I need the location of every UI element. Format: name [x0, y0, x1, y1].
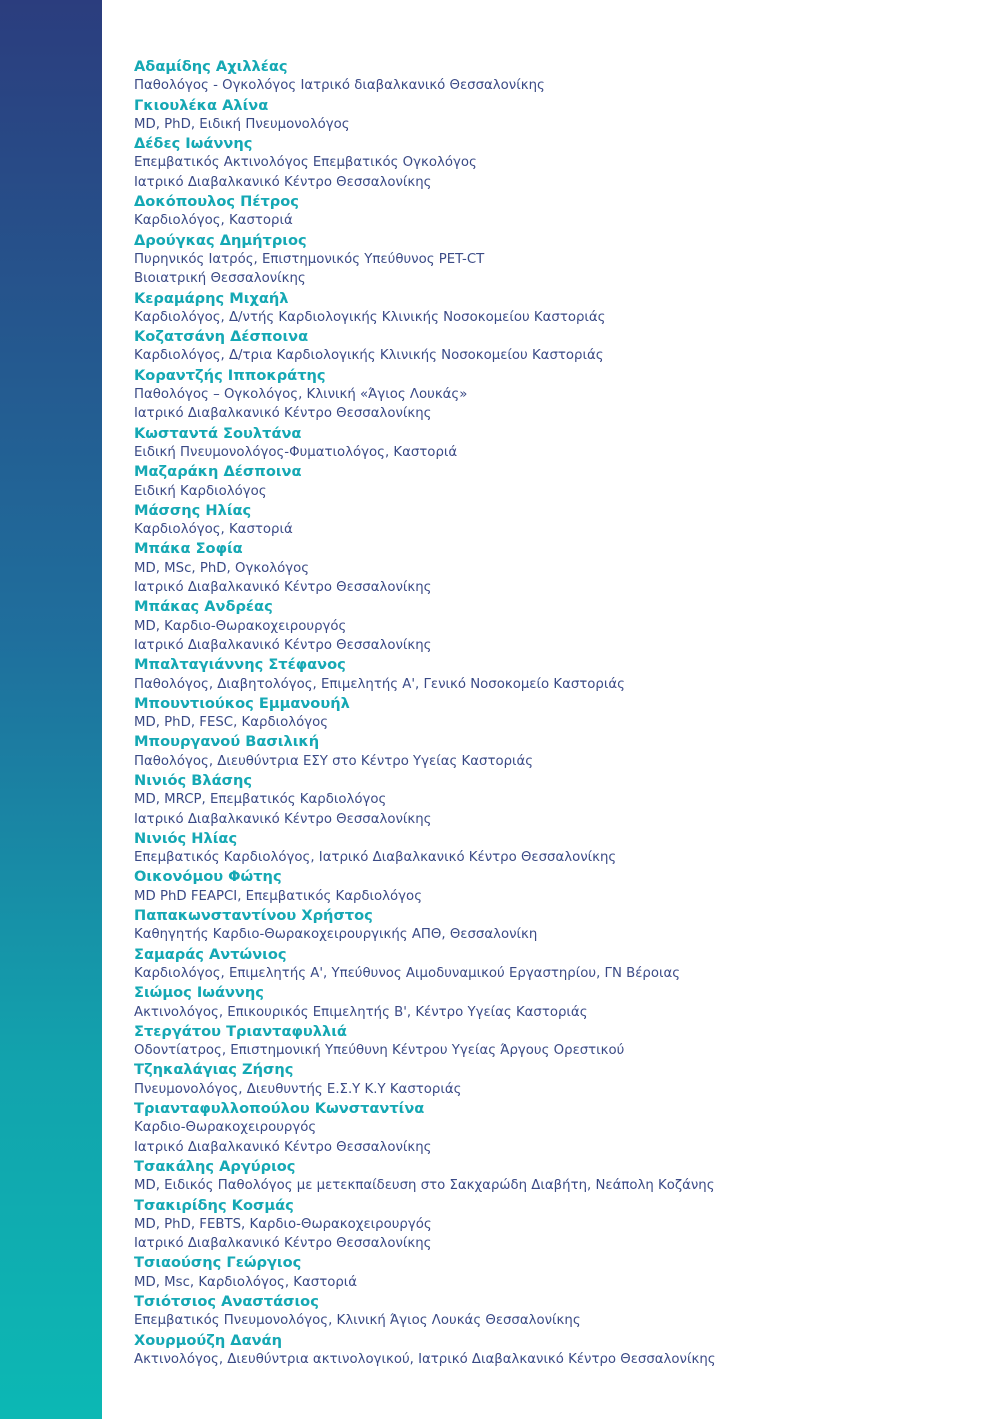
- faculty-description: Πυρηνικός Ιατρός, Επιστημονικός Υπεύθυνος PET-CT: [134, 251, 485, 267]
- faculty-entry: [134, 327, 974, 366]
- faculty-entry: [134, 829, 974, 868]
- faculty-name: Αδαμίδης Αχιλλέας: [134, 58, 288, 75]
- faculty-entry: [134, 366, 974, 424]
- faculty-entry: [134, 1099, 974, 1157]
- faculty-entry: [134, 771, 974, 829]
- faculty-description: Παθολόγος – Ογκολόγος, Κλινική «Άγιος Λουκάς»: [134, 387, 468, 403]
- faculty-description: Ακτινολόγος, Επικουρικός Επιμελητής Β', Κέντρο Υγείας Καστοριάς: [134, 1004, 588, 1020]
- faculty-name: Κεραμάρης Μιχαήλ: [134, 289, 289, 307]
- faculty-name: Κωσταντά Σουλτάνα: [134, 424, 302, 442]
- faculty-entry: [134, 983, 974, 1022]
- faculty-entry: [134, 424, 974, 463]
- faculty-entry: [134, 134, 974, 192]
- faculty-name: Τριανταφυλλοπούλου Κωνσταντίνα: [134, 1100, 425, 1118]
- faculty-description: Ιατρικό Διαβαλκανικό Κέντρο Θεσσαλονίκης: [134, 1236, 432, 1252]
- faculty-entry: [134, 655, 974, 694]
- faculty-name: Κοραντζής Ιπποκράτης: [134, 366, 326, 384]
- faculty-description: Βιοιατρική Θεσσαλονίκης: [134, 271, 306, 287]
- faculty-description: Ιατρικό Διαβαλκανικό Κέντρο Θεσσαλονίκης: [134, 637, 432, 653]
- faculty-name: Δρούγκας Δημήτριος: [134, 231, 307, 249]
- faculty-entry: [134, 1253, 974, 1292]
- faculty-description: Παθολόγος, Διαβητολόγος, Επιμελητής Α', Γενικό Νοσοκομείο Καστοριάς: [134, 676, 625, 692]
- faculty-entry: [134, 867, 974, 906]
- faculty-entry: [134, 96, 974, 135]
- faculty-name: Μάσσης Ηλίας: [134, 501, 252, 519]
- faculty-description: Παθολόγος - Ογκολόγος Ιατρικό διαβαλκανικό Θεσσαλονίκης: [134, 78, 545, 94]
- faculty-entry: [134, 1196, 974, 1254]
- faculty-description: MD, MSc, PhD, Ογκολόγος: [134, 560, 310, 576]
- faculty-name: Μπουντιούκος Εμμανουήλ: [134, 694, 350, 712]
- faculty-description: Ιατρικό Διαβαλκανικό Κέντρο Θεσσαλονίκης: [134, 1139, 432, 1155]
- faculty-description: MD, Msc, Καρδιολόγος, Καστοριά: [134, 1274, 358, 1290]
- faculty-description: MD, PhD, FESC, Καρδιολόγος: [134, 715, 329, 731]
- faculty-description: Ιατρικό Διαβαλκανικό Κέντρο Θεσσαλονίκης: [134, 580, 432, 596]
- faculty-name: Νινιός Ηλίας: [134, 829, 238, 847]
- faculty-entry: [134, 57, 974, 96]
- faculty-name: Νινιός Βλάσης: [134, 771, 253, 789]
- faculty-name: Χουρμούζη Δανάη: [134, 1331, 282, 1349]
- faculty-name: Μπουργανού Βασιλική: [134, 733, 320, 751]
- faculty-name: Τσιότσιος Αναστάσιος: [134, 1293, 319, 1310]
- faculty-description: Καρδιολόγος, Καστοριά: [134, 522, 293, 538]
- faculty-description: Επεμβατικός Πνευμονολόγος, Κλινική Άγιος Λουκάς Θεσσαλονίκης: [134, 1313, 581, 1329]
- faculty-entry: [134, 501, 974, 540]
- faculty-description: Ακτινολόγος, Διευθύντρια ακτινολογικού, Ιατρικό Διαβαλκανικό Κέντρο Θεσσαλονίκης: [134, 1351, 716, 1367]
- faculty-name: Τσακιρίδης Κοσμάς: [134, 1196, 294, 1214]
- faculty-entry: [134, 289, 974, 328]
- faculty-entry: [134, 597, 974, 655]
- faculty-description: Καρδιο-Θωρακοχειρουργός: [134, 1120, 317, 1136]
- faculty-description: Καρδιολόγος, Δ/ντής Καρδιολογικής Κλινικής Νοσοκομείου Καστοριάς: [134, 309, 606, 325]
- faculty-entry: [134, 1022, 974, 1061]
- faculty-name: Μπαλταγιάννης Στέφανος: [134, 656, 346, 674]
- faculty-name: Κοζατσάνη Δέσποινα: [134, 328, 309, 346]
- faculty-entry: [134, 539, 974, 597]
- faculty-entry: [134, 1292, 974, 1331]
- faculty-name: Οικονόμου Φώτης: [134, 868, 282, 886]
- faculty-name: Στεργάτου Τριανταφυλλιά: [134, 1022, 347, 1040]
- faculty-name: Τσιαούσης Γεώργιος: [134, 1254, 302, 1272]
- faculty-description: MD PhD FEAPCI, Επεμβατικός Καρδιολόγος: [134, 888, 422, 904]
- faculty-entry: [134, 906, 974, 945]
- faculty-description: Παθολόγος, Διευθύντρια ΕΣΥ στο Κέντρο Υγείας Καστοριάς: [134, 753, 534, 769]
- faculty-name: Σιώμος Ιωάννης: [134, 984, 264, 1002]
- faculty-description: Ιατρικό Διαβαλκανικό Κέντρο Θεσσαλονίκης: [134, 174, 432, 190]
- faculty-entry: [134, 694, 974, 733]
- faculty-description: Οδοντίατρος, Επιστημονική Υπεύθυνη Κέντρου Υγείας Άργους Ορεστικού: [134, 1043, 625, 1059]
- faculty-description: Ειδική Πνευμονολόγος-Φυματιολόγος, Καστοριά: [134, 444, 458, 460]
- faculty-description: MD, Καρδιο-Θωρακοχειρουργός: [134, 618, 347, 634]
- faculty-list: [134, 57, 974, 1369]
- faculty-description: Ειδική Καρδιολόγος: [134, 483, 267, 499]
- faculty-entry: [134, 945, 974, 984]
- faculty-description: MD, PhD, Ειδική Πνευμονολόγος: [134, 116, 350, 132]
- faculty-name: Μαζαράκη Δέσποινα: [134, 463, 302, 481]
- faculty-description: Καρδιολόγος, Καστοριά: [134, 213, 293, 229]
- faculty-entry: [134, 231, 974, 289]
- faculty-description: MD, PhD, FEBTS, Καρδιο-Θωρακοχειρουργός: [134, 1216, 432, 1232]
- faculty-name: Παπακωνσταντίνου Χρήστος: [134, 907, 373, 925]
- faculty-entry: [134, 462, 974, 501]
- faculty-name: Δέδες Ιωάννης: [134, 135, 253, 153]
- faculty-entry: [134, 1157, 974, 1196]
- faculty-entry: [134, 1060, 974, 1099]
- faculty-entry: [134, 192, 974, 231]
- faculty-description: Καθηγητής Καρδιο-Θωρακοχειρουργικής ΑΠΘ, Θεσσαλονίκη: [134, 927, 538, 943]
- faculty-name: Γκιουλέκα Αλίνα: [134, 96, 269, 114]
- faculty-entry: [134, 732, 974, 771]
- faculty-name: Τζηκαλάγιας Ζήσης: [134, 1061, 294, 1079]
- faculty-description: Καρδιολόγος, Δ/τρια Καρδιολογικής Κλινικής Νοσοκομείου Καστοριάς: [134, 348, 604, 364]
- faculty-description: Ιατρικό Διαβαλκανικό Κέντρο Θεσσαλονίκης: [134, 406, 432, 422]
- side-gradient-band: [0, 0, 102, 1419]
- faculty-name: Μπάκα Σοφία: [134, 540, 243, 558]
- faculty-name: Δοκόπουλος Πέτρος: [134, 193, 299, 211]
- faculty-name: Μπάκας Ανδρέας: [134, 598, 273, 616]
- faculty-description: MD, MRCP, Επεμβατικός Καρδιολόγος: [134, 792, 387, 808]
- faculty-description: MD, Ειδικός Παθολόγος με μετεκπαίδευση στο Σακχαρώδη Διαβήτη, Νεάπολη Κοζάνης: [134, 1178, 715, 1194]
- faculty-name: Τσακάλης Αργύριος: [134, 1157, 296, 1175]
- faculty-description: Ιατρικό Διαβαλκανικό Κέντρο Θεσσαλονίκης: [134, 811, 432, 827]
- faculty-description: Πνευμονολόγος, Διευθυντής Ε.Σ.Υ Κ.Υ Καστοριάς: [134, 1081, 462, 1097]
- faculty-entry: [134, 1331, 974, 1370]
- faculty-description: Επεμβατικός Ακτινολόγος Επεμβατικός Ογκολόγος: [134, 155, 477, 171]
- faculty-description: Καρδιολόγος, Επιμελητής Α', Υπεύθυνος Αιμοδυναμικού Εργαστηρίου, ΓΝ Βέροιας: [134, 965, 681, 981]
- faculty-description: Επεμβατικός Καρδιολόγος, Ιατρικό Διαβαλκανικό Κέντρο Θεσσαλονίκης: [134, 850, 617, 866]
- faculty-name: Σαμαράς Αντώνιος: [134, 945, 287, 963]
